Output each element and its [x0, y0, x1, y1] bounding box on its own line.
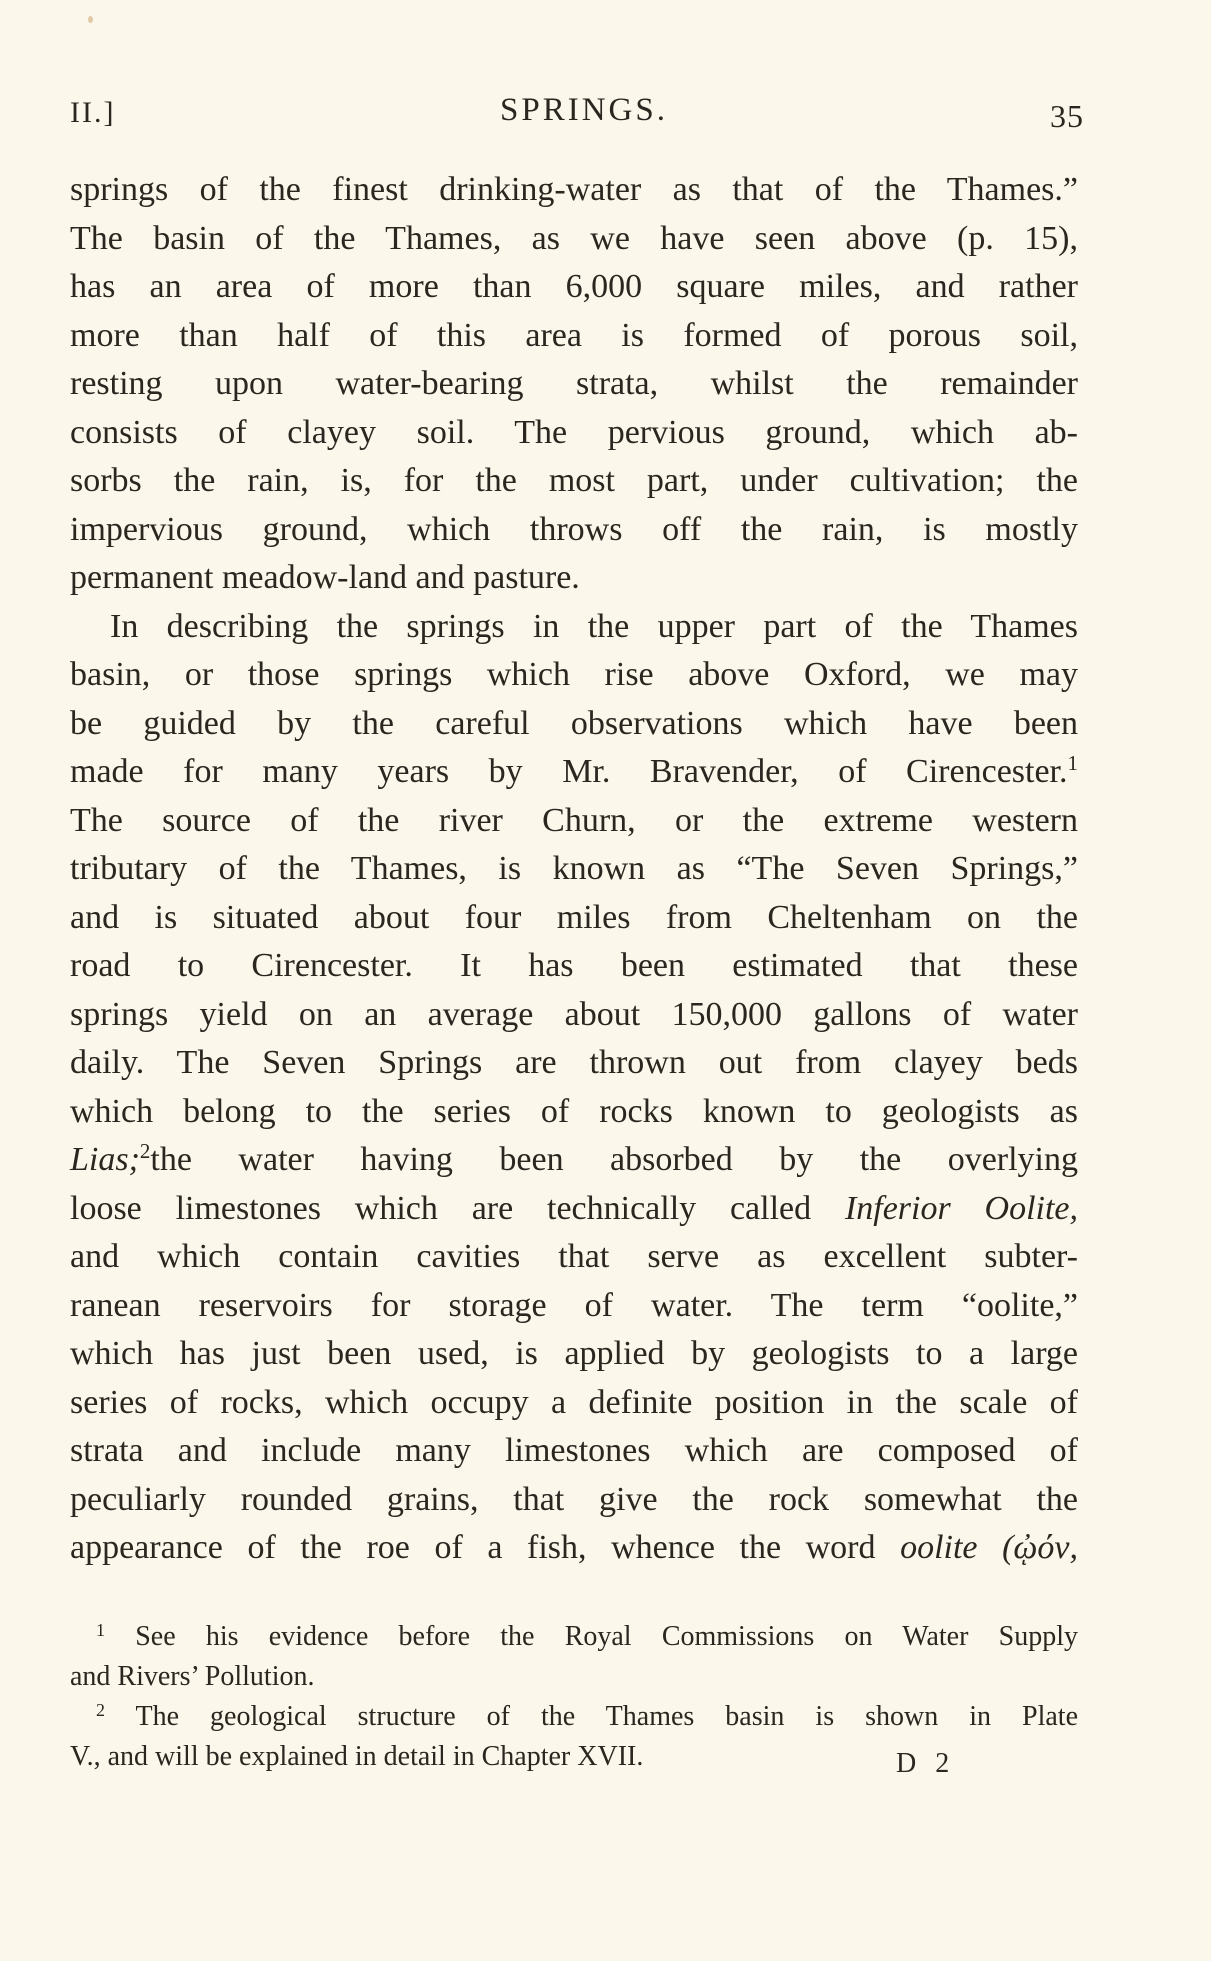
- text-line: ranean reservoirs for storage of water. The term “oolite,”: [70, 1286, 1078, 1324]
- footnote-1: [70, 1617, 1078, 1657]
- text-line: more than half of this area is formed of porous soil,: [70, 316, 1078, 354]
- text-line-with-italic: [70, 1136, 1078, 1185]
- text-line: peculiarly rounded grains, that give the rock somewhat the: [70, 1480, 1078, 1518]
- text-line: springs yield on an average about 150,000 gallons of water: [70, 995, 1078, 1033]
- italic-term-oolite: oolite: [900, 1529, 978, 1566]
- line-text: the water having been absorbed by the overlying: [150, 1141, 1078, 1178]
- text-line: tributary of the Thames, is known as “The Seven Springs,”: [70, 850, 1078, 887]
- text-line: road to Cirencester. It has been estimated that these: [70, 947, 1078, 984]
- text-line: be guided by the careful observations which have been: [70, 704, 1078, 742]
- text-line: The basin of the Thames, as we have seen above (p. 15),: [70, 219, 1078, 257]
- text-line: resting upon water-bearing strata, whilst the remainder: [70, 365, 1078, 402]
- text-line: and which contain cavities that serve as excellent subter-: [70, 1238, 1078, 1275]
- text-line: and is situated about four miles from Cheltenham on the: [70, 898, 1078, 936]
- text-line: which belong to the series of rocks known to geologists as: [70, 1092, 1078, 1130]
- page-number: 35: [1050, 98, 1084, 134]
- line-text: appearance of the roe of a fish, whence the word: [70, 1529, 876, 1566]
- footnote-text: V., and will be explained in detail in Chapter XVII.: [70, 1741, 644, 1772]
- footnote-2: [70, 1697, 1078, 1737]
- text-line: The source of the river Churn, or the extreme western: [70, 801, 1078, 839]
- line-text: made for many years by Mr. Bravender, of Cirencester.: [70, 753, 1068, 790]
- text-line-with-italic: [70, 1185, 1078, 1234]
- footnote-ref-2[interactable]: 2: [139, 1139, 151, 1163]
- line-text: loose limestones which are technically called: [70, 1189, 812, 1227]
- footnote-marker-2: 2: [96, 1700, 105, 1720]
- body-text: [70, 166, 1078, 1573]
- italic-term-lias: Lias;: [70, 1141, 140, 1178]
- text-line: series of rocks, which occupy a definite position in the scale of: [70, 1383, 1078, 1421]
- italic-term-inferior-oolite: Inferior Oolite,: [844, 1189, 1078, 1227]
- footnote-text: and Rivers’ Pollution.: [70, 1661, 315, 1692]
- text-line: daily. The Seven Springs are thrown out from clayey beds: [70, 1044, 1078, 1081]
- paper-speck: [88, 16, 93, 23]
- text-line: strata and include many limestones which are composed of: [70, 1432, 1078, 1469]
- footnote-marker-1: 1: [96, 1620, 105, 1640]
- footnote-text: See his evidence before the Royal Commissions on Water Supply: [135, 1621, 1078, 1652]
- text-line: basin, or those springs which rise above Oxford, we may: [70, 656, 1078, 693]
- text-line-with-italic: [70, 1524, 1078, 1573]
- signature-mark: D 2: [896, 1748, 956, 1779]
- chapter-marker: II.]: [70, 96, 116, 129]
- text-line: permanent meadow-land and pasture.: [70, 559, 580, 596]
- text-line: which has just been used, is applied by geologists to a large: [70, 1335, 1078, 1372]
- text-line: impervious ground, which throws off the rain, is mostly: [70, 510, 1078, 548]
- running-title: SPRINGS.: [500, 92, 668, 128]
- running-head: [0, 92, 1211, 138]
- text-line: sorbs the rain, is, for the most part, under cultivation; the: [70, 462, 1078, 499]
- text-line: has an area of more than 6,000 square miles, and rather: [70, 268, 1078, 305]
- footnote-ref-1[interactable]: 1: [1067, 751, 1078, 775]
- footnote-text: The geological structure of the Thames basin is shown in Plate: [135, 1701, 1078, 1732]
- text-line-with-footnote-ref: [70, 748, 1078, 797]
- text-line: consists of clayey soil. The pervious ground, which ab-: [70, 413, 1078, 451]
- text-line: springs of the finest drinking-water as that of the Thames.”: [70, 171, 1078, 208]
- greek-etymology: (ᾠόν,: [1002, 1529, 1078, 1566]
- text-line: In describing the springs in the upper part of the Thames: [110, 607, 1078, 645]
